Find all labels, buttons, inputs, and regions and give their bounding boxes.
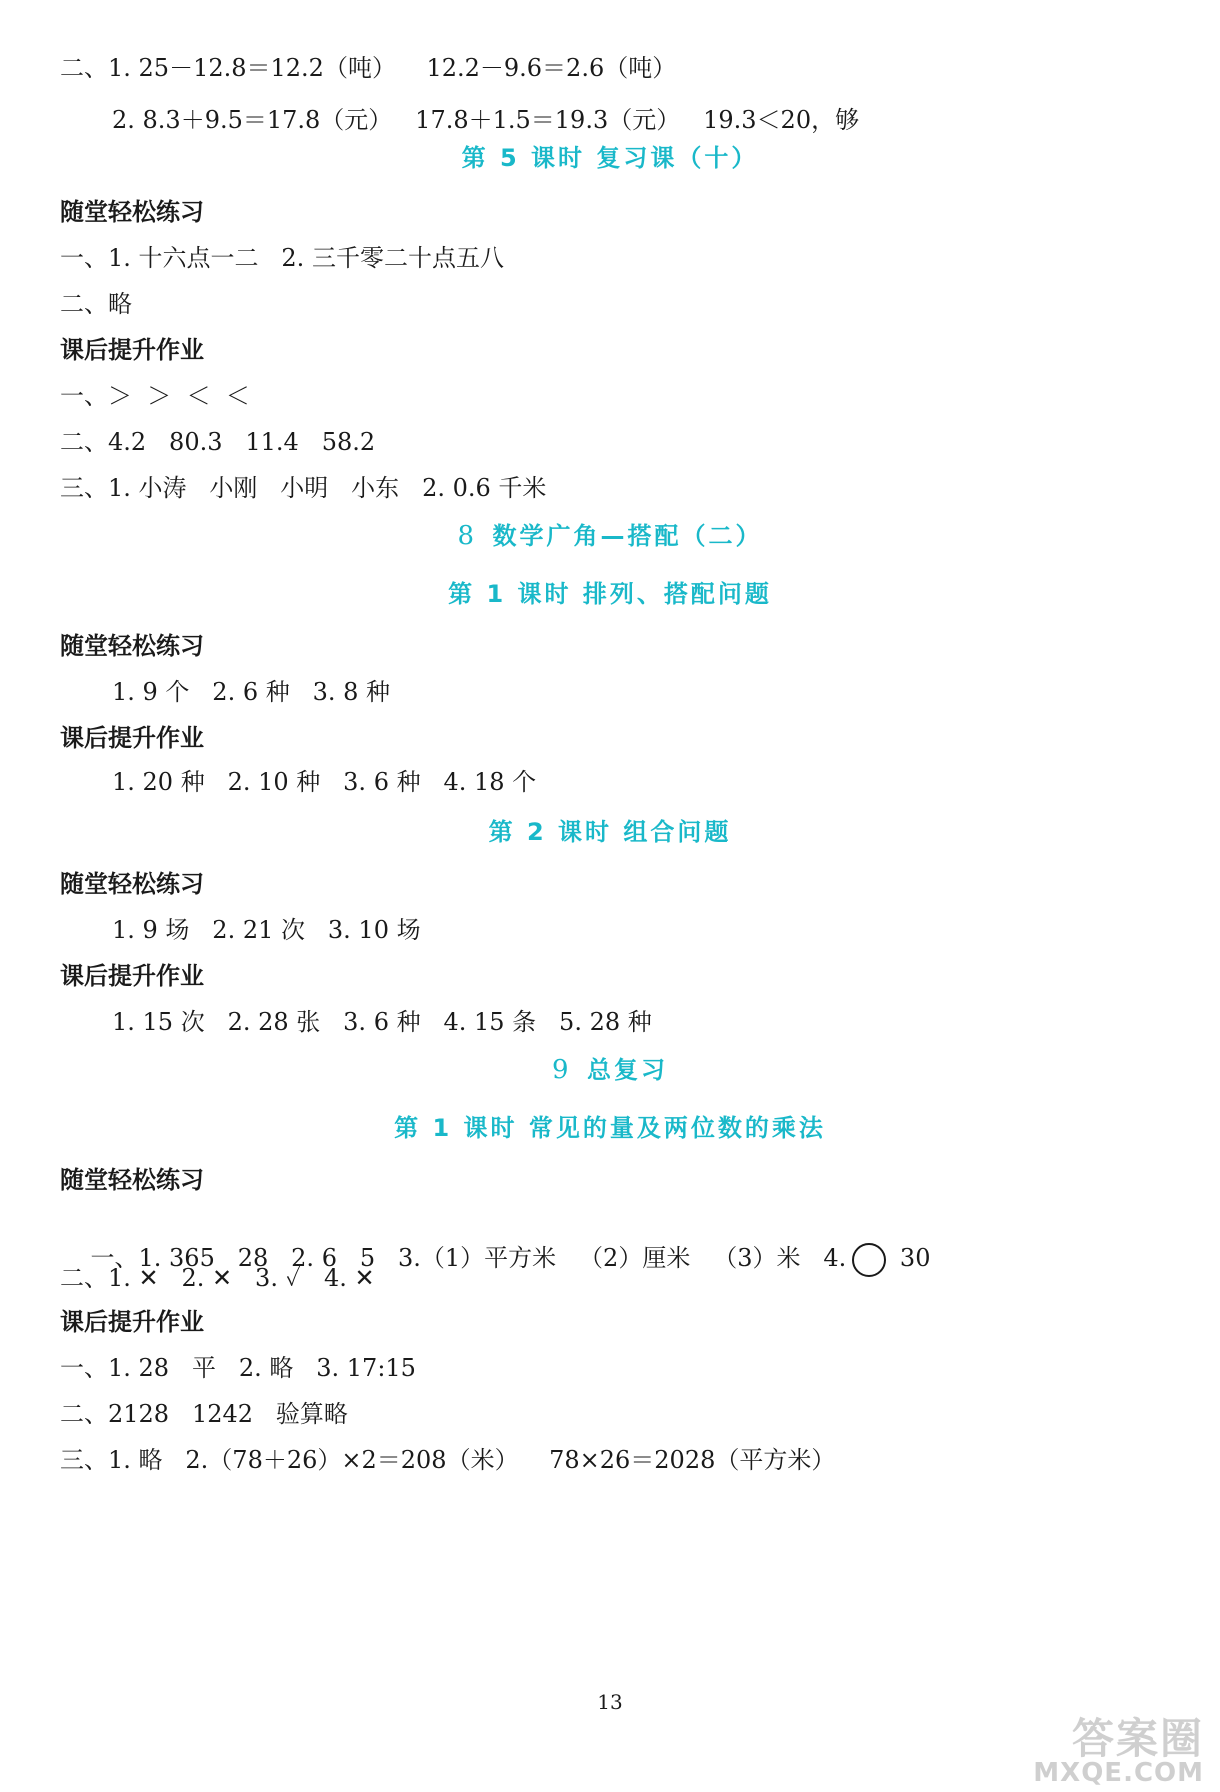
watermark-url: MXQE.COM (1033, 1758, 1204, 1788)
unit-number: 9 (552, 1055, 572, 1085)
answer-line: 一、1. 十六点一二 2. 三千零二十点五八 (60, 244, 504, 272)
answer-line: 二、1. 25－12.8＝12.2（吨） 12.2－9.6＝2.6（吨） (60, 54, 677, 82)
answer-line: 三、1. 小涛 小刚 小明 小东 2. 0.6 千米 (60, 474, 547, 502)
lesson-heading: 第 2 课时 组合问题 (488, 818, 732, 846)
answer-line: 二、2128 1242 验算略 (60, 1400, 348, 1428)
answer-line: 一、1. 28 平 2. 略 3. 17:15 (60, 1354, 416, 1382)
section-heading: 课后提升作业 (60, 1308, 204, 1336)
answer-line: 一、＞ ＞ ＜ ＜ (60, 382, 250, 410)
answer-line: 1. 9 个 2. 6 种 3. 8 种 (112, 678, 391, 706)
unit-title: 数学广角—搭配（二） (492, 522, 763, 550)
answer-line: 二、4.2 80.3 11.4 58.2 (60, 428, 376, 456)
answer-line: 二、略 (60, 290, 132, 318)
answer-text: 一、1. 365 28 2. 6 5 3.（1）平方米 （2）厘米 （3）米 4. (90, 1244, 847, 1272)
answer-text: 30 (899, 1244, 931, 1272)
lesson-heading: 第 5 课时 复习课（十） (461, 144, 759, 172)
answer-line: 1. 9 场 2. 21 次 3. 10 场 (112, 916, 421, 944)
answer-line: 三、1. 略 2.（78＋26）×2＝208（米） 78×26＝2028（平方米） (60, 1446, 836, 1474)
section-heading: 随堂轻松练习 (60, 198, 204, 226)
lesson-heading: 第 1 课时 排列、搭配问题 (448, 580, 772, 608)
lesson-heading: 第 1 课时 常见的量及两位数的乘法 (394, 1114, 826, 1142)
section-heading: 随堂轻松练习 (60, 1166, 204, 1194)
unit-number: 8 (457, 521, 478, 551)
unit-title: 总复习 (586, 1056, 668, 1084)
section-heading: 课后提升作业 (60, 962, 204, 990)
answer-line: 2. 8.3＋9.5＝17.8（元） 17.8＋1.5＝19.3（元） 19.3＜20，够 (112, 106, 860, 134)
answer-line: 二、1. ✕ 2. ✕ 3. ✓ 4. ✕ (60, 1264, 375, 1292)
section-heading: 课后提升作业 (60, 336, 204, 364)
watermark (1033, 1706, 1204, 1788)
answer-line: 1. 20 种 2. 10 种 3. 6 种 4. 18 个 (112, 768, 537, 796)
answer-line: 1. 15 次 2. 28 张 3. 6 种 4. 15 条 5. 28 种 (112, 1008, 652, 1036)
unit-heading (0, 1054, 1220, 1086)
section-heading: 课后提升作业 (60, 724, 204, 752)
section-heading: 随堂轻松练习 (60, 870, 204, 898)
watermark-logo: 答案圈 (1071, 1714, 1204, 1763)
unit-heading (0, 520, 1220, 552)
page-number: 13 (597, 1690, 623, 1714)
section-heading: 随堂轻松练习 (60, 632, 204, 660)
